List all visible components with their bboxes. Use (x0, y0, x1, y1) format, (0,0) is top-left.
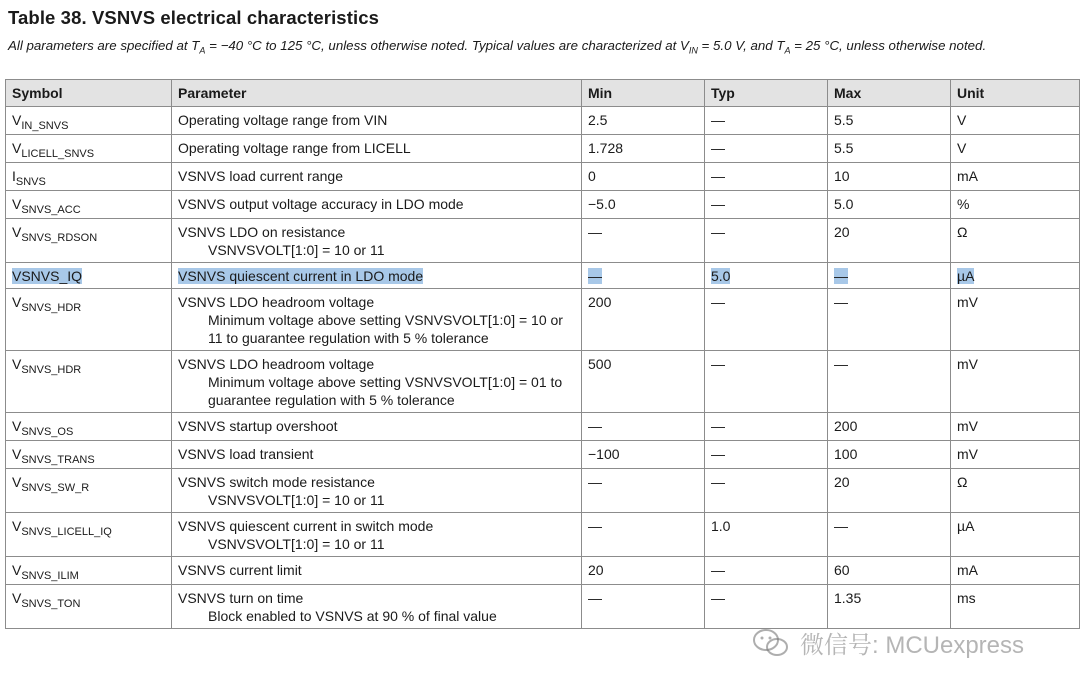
cell-min: 200 (582, 289, 705, 351)
cell-parameter: VSNVS startup overshoot (172, 413, 582, 441)
cell-condition: VSNVSVOLT[1:0] = 10 or 11 (208, 536, 385, 552)
cell-typ: — (705, 469, 828, 513)
cell-typ: 5.0 (705, 263, 828, 289)
cell-symbol: $V_{SNVS\_ACC}$ (6, 191, 172, 219)
watermark-text: 微信号: MCUexpress (800, 632, 1025, 659)
cell-symbol: $V_{IN\_SNVS}$ (6, 107, 172, 135)
table-row (6, 191, 1080, 219)
cell-parameter: VSNVS quiescent current in LDO mode (172, 263, 582, 289)
cell-min: −5.0 (582, 191, 705, 219)
wechat-icon (752, 628, 790, 658)
cell-parameter: VSNVS turn on time Block enabled to VSNVS at 90 % of final value (172, 585, 582, 629)
cell-typ: — (705, 191, 828, 219)
cell-max: 5.5 (828, 135, 951, 163)
cell-symbol: $V_{LICELL\_SNVS}$ (6, 135, 172, 163)
cell-parameter: VSNVS load current range (172, 163, 582, 191)
cell-condition: Block enabled to VSNVS at 90 % of final value (208, 608, 497, 624)
cell-parameter: VSNVS current limit (172, 557, 582, 585)
cell-unit: µA (951, 513, 1080, 557)
cell-unit: V (951, 135, 1080, 163)
cell-unit: mV (951, 289, 1080, 351)
cell-min: — (582, 469, 705, 513)
cell-parameter: VSNVS quiescent current in switch mode VSNVSVOLT[1:0] = 10 or 11 (172, 513, 582, 557)
cell-min: 20 (582, 557, 705, 585)
cell-unit: % (951, 191, 1080, 219)
cell-parameter: VSNVS LDO on resistance VSNVSVOLT[1:0] = 10 or 11 (172, 219, 582, 263)
cell-typ: — (705, 219, 828, 263)
table-subtitle: All parameters are specified at $T_A = -40$ °C to 125 °C, unless otherwise noted. Typical values are characterized at $V_{IN} = 5.0$ V, and $T_A = 25$ °C, unless otherwise noted. (8, 38, 987, 56)
cell-typ: — (705, 289, 828, 351)
cell-parameter: VSNVS output voltage accuracy in LDO mode (172, 191, 582, 219)
cell-typ: — (705, 585, 828, 629)
header-symbol: Symbol (6, 80, 172, 107)
cell-typ: — (705, 413, 828, 441)
cell-min: −100 (582, 441, 705, 469)
cell-symbol: $V_{SNVS\_RDSON}$ (6, 219, 172, 263)
cell-parameter: Operating voltage range from VIN (172, 107, 582, 135)
cell-symbol: $V_{SNVS\_LICELL\_IQ}$ (6, 513, 172, 557)
cell-parameter: Operating voltage range from LICELL (172, 135, 582, 163)
cell-max: 5.0 (828, 191, 951, 219)
cell-typ: — (705, 351, 828, 413)
table-row (6, 413, 1080, 441)
cell-max: 20 (828, 469, 951, 513)
cell-max: 10 (828, 163, 951, 191)
cell-unit: V (951, 107, 1080, 135)
cell-parameter: VSNVS LDO headroom voltage Minimum voltage above setting VSNVSVOLT[1:0] = 01 to guarantee regulation with 5 % tolerance (172, 351, 582, 413)
cell-min: — (582, 413, 705, 441)
cell-max: 20 (828, 219, 951, 263)
cell-min: 1.728 (582, 135, 705, 163)
cell-max: 200 (828, 413, 951, 441)
cell-symbol: $V_{SNVS\_TRANS}$ (6, 441, 172, 469)
header-unit: Unit (951, 80, 1080, 107)
table-row (6, 441, 1080, 469)
cell-max: 60 (828, 557, 951, 585)
table-row (6, 219, 1080, 263)
electrical-characteristics-table (5, 79, 1080, 629)
cell-symbol: $V_{SNVS\_HDR}$ (6, 351, 172, 413)
cell-condition: VSNVSVOLT[1:0] = 10 or 11 (208, 242, 385, 258)
cell-max: — (828, 263, 951, 289)
table-row (6, 163, 1080, 191)
cell-condition: Minimum voltage above setting VSNVSVOLT[1:0] = 01 to guarantee regulation with 5 % tolerance (208, 374, 563, 408)
cell-typ: — (705, 557, 828, 585)
header-parameter: Parameter (172, 80, 582, 107)
table-row (6, 513, 1080, 557)
cell-typ: — (705, 107, 828, 135)
cell-typ: — (705, 135, 828, 163)
cell-max: 1.35 (828, 585, 951, 629)
cell-symbol: $V_{SNVS\_TON}$ (6, 585, 172, 629)
header-min: Min (582, 80, 705, 107)
table-row (6, 263, 1080, 289)
cell-max: 100 (828, 441, 951, 469)
cell-condition: Minimum voltage above setting VSNVSVOLT[1:0] = 10 or 11 to guarantee regulation with 5 % tolerance (208, 312, 563, 346)
cell-parameter: VSNVS switch mode resistance VSNVSVOLT[1:0] = 10 or 11 (172, 469, 582, 513)
cell-unit: Ω (951, 469, 1080, 513)
cell-max: — (828, 289, 951, 351)
cell-parameter: VSNVS LDO headroom voltage Minimum voltage above setting VSNVSVOLT[1:0] = 10 or 11 to guarantee regulation with 5 % tolerance (172, 289, 582, 351)
cell-max: — (828, 513, 951, 557)
cell-min: 500 (582, 351, 705, 413)
cell-unit: mV (951, 351, 1080, 413)
header-max: Max (828, 80, 951, 107)
cell-unit: µA (951, 263, 1080, 289)
cell-unit: mV (951, 441, 1080, 469)
cell-symbol: $V_{SNVS\_ILIM}$ (6, 557, 172, 585)
cell-parameter: VSNVS load transient (172, 441, 582, 469)
cell-min: — (582, 219, 705, 263)
cell-symbol: $V_{SNVS\_SW\_R}$ (6, 469, 172, 513)
cell-max: 5.5 (828, 107, 951, 135)
header-typ: Typ (705, 80, 828, 107)
table-title: Table 38. VSNVS electrical characteristics (8, 7, 379, 28)
cell-min: — (582, 585, 705, 629)
table-header-row (6, 80, 1080, 107)
cell-symbol: VSNVS_IQ (6, 263, 172, 289)
table-row (6, 469, 1080, 513)
table-row (6, 351, 1080, 413)
cell-unit: mV (951, 413, 1080, 441)
cell-typ: — (705, 441, 828, 469)
cell-min: — (582, 263, 705, 289)
table-row (6, 585, 1080, 629)
cell-unit: ms (951, 585, 1080, 629)
cell-condition: VSNVSVOLT[1:0] = 10 or 11 (208, 492, 385, 508)
cell-min: 0 (582, 163, 705, 191)
cell-unit: mA (951, 163, 1080, 191)
cell-max: — (828, 351, 951, 413)
cell-typ: — (705, 163, 828, 191)
table-row (6, 135, 1080, 163)
table-row (6, 107, 1080, 135)
cell-min: 2.5 (582, 107, 705, 135)
cell-unit: Ω (951, 219, 1080, 263)
table-row (6, 289, 1080, 351)
cell-symbol: $V_{SNVS\_HDR}$ (6, 289, 172, 351)
cell-symbol: $I_{SNVS}$ (6, 163, 172, 191)
table-row (6, 557, 1080, 585)
cell-typ: 1.0 (705, 513, 828, 557)
cell-unit: mA (951, 557, 1080, 585)
cell-min: — (582, 513, 705, 557)
cell-symbol: $V_{SNVS\_OS}$ (6, 413, 172, 441)
